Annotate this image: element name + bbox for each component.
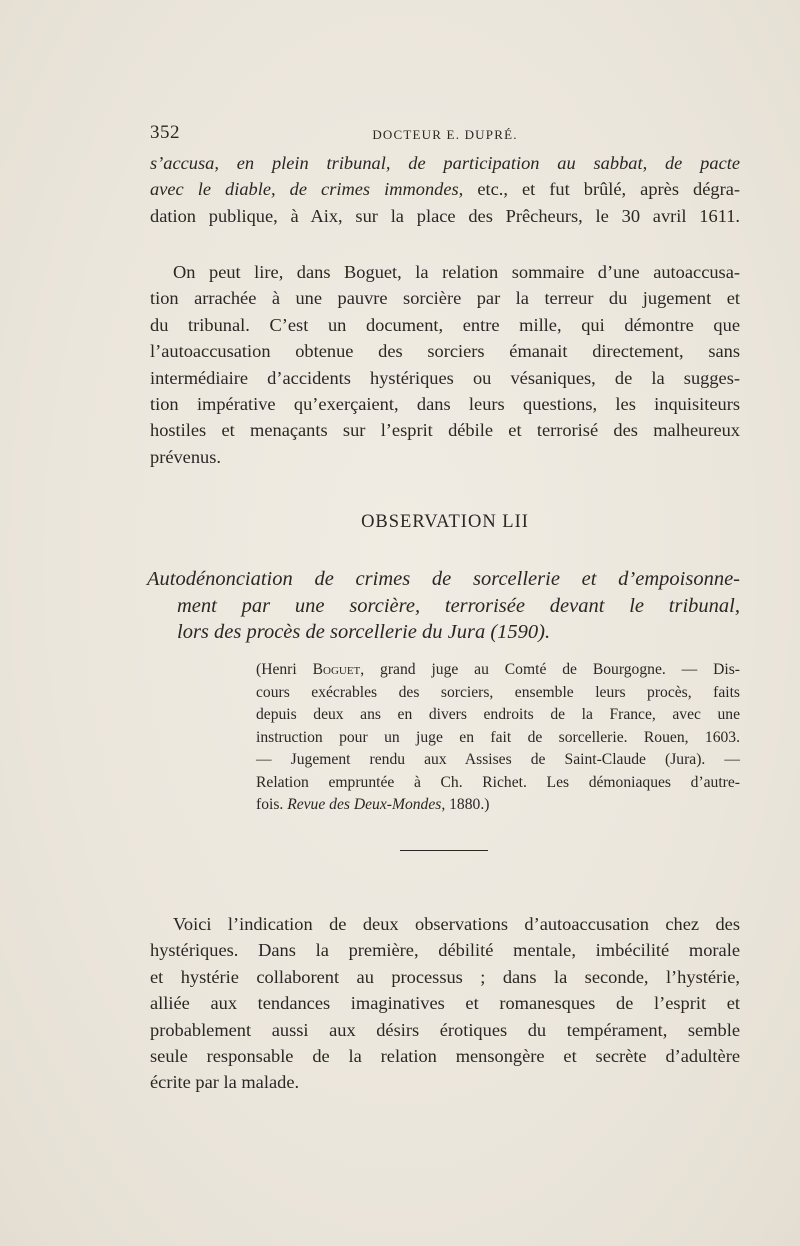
text-line: écrite par la malade. bbox=[150, 1072, 300, 1093]
observation-subtitle bbox=[147, 566, 740, 646]
paragraph-continuation bbox=[150, 150, 740, 229]
page-number: 352 bbox=[150, 122, 180, 143]
text-line: On peut lire, dans Boguet, la relation sommaire d’une autoaccusa- bbox=[173, 262, 740, 282]
text-line: hostiles et menaçants sur l’esprit débile et terrorisé des malheureux bbox=[150, 420, 740, 441]
citation-line: — Jugement rendu aux Assises de Saint-Claude (Jura). — bbox=[256, 751, 740, 768]
citation-line: depuis deux ans en divers endroits de la France, avec une bbox=[256, 706, 740, 723]
subtitle-line: Autodénonciation de crimes de sorcellerie et d’empoisonne- bbox=[147, 568, 740, 590]
running-head: DOCTEUR E. DUPRÉ. bbox=[372, 127, 518, 142]
text-line: tion arrachée à une pauvre sorcière par la terreur du jugement et bbox=[150, 288, 740, 309]
section-divider bbox=[400, 850, 488, 851]
text-line: dation publique, à Aix, sur la place des Prêcheurs, le 30 avril 1611. bbox=[150, 205, 740, 226]
text-line bbox=[150, 176, 740, 202]
text-line: prévenus. bbox=[150, 446, 221, 467]
observation-title: OBSERVATION LII bbox=[361, 512, 529, 532]
text-fragment: etc., et fut brûlé, après dégra- bbox=[463, 179, 740, 200]
text-line: seule responsable de la relation mensongère et secrète d’adultère bbox=[150, 1046, 740, 1067]
italic-phrase: avec le diable, de crimes immondes, bbox=[150, 179, 464, 200]
text-line: probablement aussi aux désirs érotiques du tempérament, semble bbox=[150, 1019, 740, 1040]
citation-line: instruction pour un juge en fait de sorcellerie. Rouen, 1603. bbox=[256, 728, 740, 746]
subtitle-line: lors des procès de sorcellerie du Jura (1590). bbox=[177, 621, 551, 643]
text-line: l’autoaccusation obtenue des sorciers émanait directement, sans bbox=[150, 341, 740, 362]
page-header bbox=[150, 122, 740, 146]
text-line: intermédiaire d’accidents hystériques ou vésaniques, de la sugges- bbox=[150, 367, 740, 388]
text-line: Voici l’indication de deux observations d’autoaccusation chez des bbox=[173, 914, 740, 934]
citation-line: cours exécrables des sorciers, ensemble leurs procès, faits bbox=[256, 683, 740, 701]
text-line: tion impérative qu’exerçaient, dans leurs questions, les inquisiteurs bbox=[150, 394, 740, 415]
citation-line: Relation empruntée à Ch. Richet. Les démoniaques d’autre- bbox=[256, 773, 740, 791]
author-name: Boguet bbox=[312, 661, 361, 678]
text-line: hystériques. Dans la première, débilité mentale, imbécilité morale bbox=[150, 940, 740, 961]
citation-line bbox=[256, 794, 740, 817]
subtitle-line: ment par une sorcière, terrorisée devant le tribunal, bbox=[177, 594, 740, 617]
paragraph-hysteria bbox=[150, 911, 740, 1096]
text-fragment: fois. bbox=[256, 796, 288, 813]
paragraph-boguet bbox=[150, 259, 740, 470]
text-fragment: 1880.) bbox=[445, 796, 490, 813]
text-line: et hystérie collaborent au processus ; dans la seconde, l’hystérie, bbox=[150, 966, 740, 987]
text-line: s’accusa, en plein tribunal, de participation au sabbat, de pacte bbox=[150, 153, 740, 173]
text-line: alliée aux tendances imaginatives et romanesques de l’esprit et bbox=[150, 993, 740, 1014]
journal-title: Revue des Deux-Mondes, bbox=[287, 796, 446, 813]
source-citation bbox=[256, 659, 740, 817]
citation-line bbox=[256, 659, 740, 682]
text-fragment: , grand juge au Comté de Bourgogne. — Dis- bbox=[360, 661, 740, 678]
text-line: du tribunal. C’est un document, entre mille, qui démontre que bbox=[150, 314, 740, 335]
text-fragment: (Henri bbox=[256, 661, 313, 678]
